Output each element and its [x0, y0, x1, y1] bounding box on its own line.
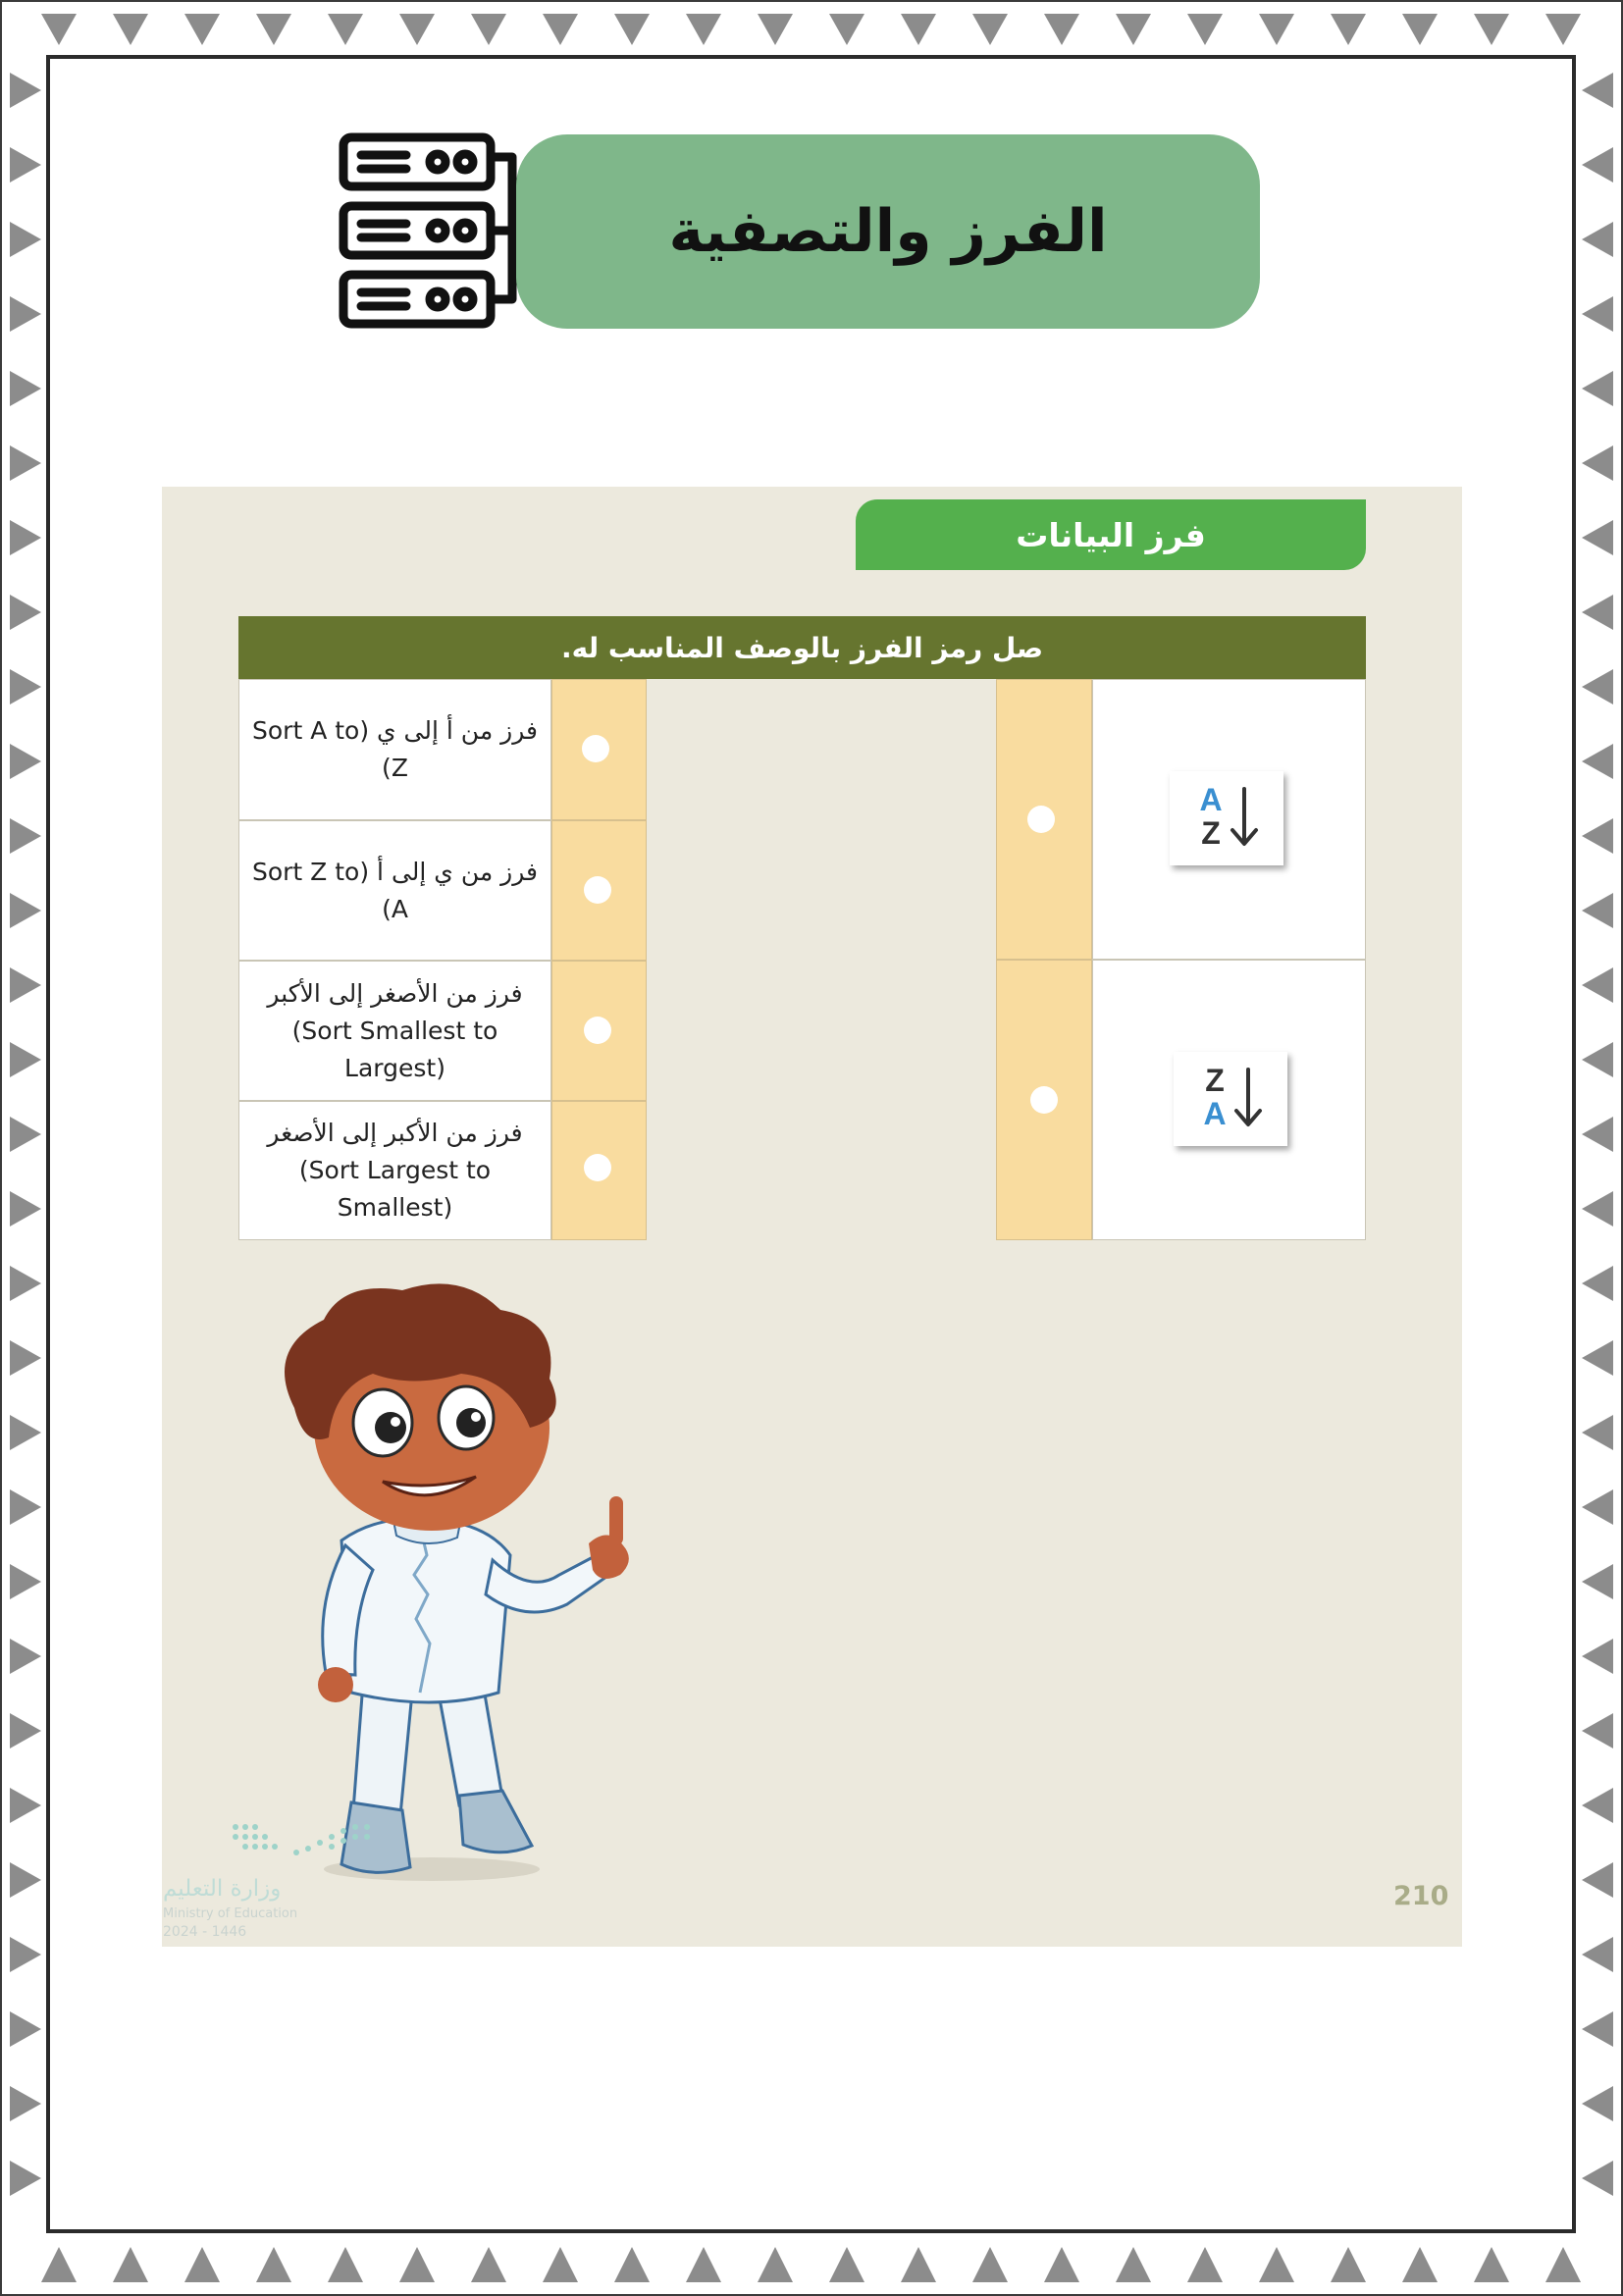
description-text: فرز من الأصغر إلى الأكبر — [267, 978, 523, 1008]
database-server-icon — [336, 130, 528, 334]
description-cell-3 — [238, 961, 551, 1101]
connector-dot-left-3[interactable] — [584, 1017, 611, 1044]
page-number: 210 — [1393, 1881, 1449, 1911]
publisher-year: 2024 - 1446 — [163, 1924, 247, 1940]
publisher-name-en: Ministry of Education — [163, 1906, 298, 1921]
student-character-illustration — [236, 1280, 657, 1889]
description-text: فرز من الأكبر إلى الأصغر — [267, 1119, 523, 1147]
connector-dot-left-1[interactable] — [582, 735, 609, 762]
title-banner — [516, 134, 1260, 329]
connector-dot-right-1[interactable] — [1027, 806, 1055, 833]
description-text: فرز من ي إلى أ (Sort Z to A) — [251, 857, 538, 923]
connector-dot-left-4[interactable] — [584, 1154, 611, 1181]
publisher-name-ar: وزارة التعليم — [163, 1876, 282, 1902]
description-cell-4 — [238, 1101, 551, 1240]
sort-letter-bottom: Z — [1201, 815, 1221, 851]
sort-a-to-z-icon — [1170, 771, 1283, 865]
instruction-bar: صل رمز الفرز بالوصف المناسب له. — [238, 616, 1366, 679]
description-cell-2 — [238, 820, 551, 961]
sort-z-to-a-icon — [1174, 1052, 1287, 1146]
connector-dot-right-2[interactable] — [1030, 1086, 1058, 1114]
connector-dot-left-2[interactable] — [584, 876, 611, 904]
description-text: فرز من أ إلى ي (Sort A to Z) — [252, 716, 538, 782]
description-text-en: (Sort Smallest to Largest) — [291, 1016, 498, 1082]
sort-letter-top: A — [1199, 782, 1223, 817]
page-title: الفرز والتصفية — [668, 197, 1108, 266]
section-tab — [856, 499, 1366, 570]
sort-letter-bottom: A — [1203, 1096, 1227, 1131]
description-cell-1 — [238, 679, 551, 820]
sort-letter-top: Z — [1205, 1063, 1225, 1098]
ministry-logo-icon — [228, 1817, 375, 1866]
section-label: فرز البيانات — [1016, 515, 1206, 554]
description-text-en: (Sort Largest to Smallest) — [298, 1156, 492, 1222]
